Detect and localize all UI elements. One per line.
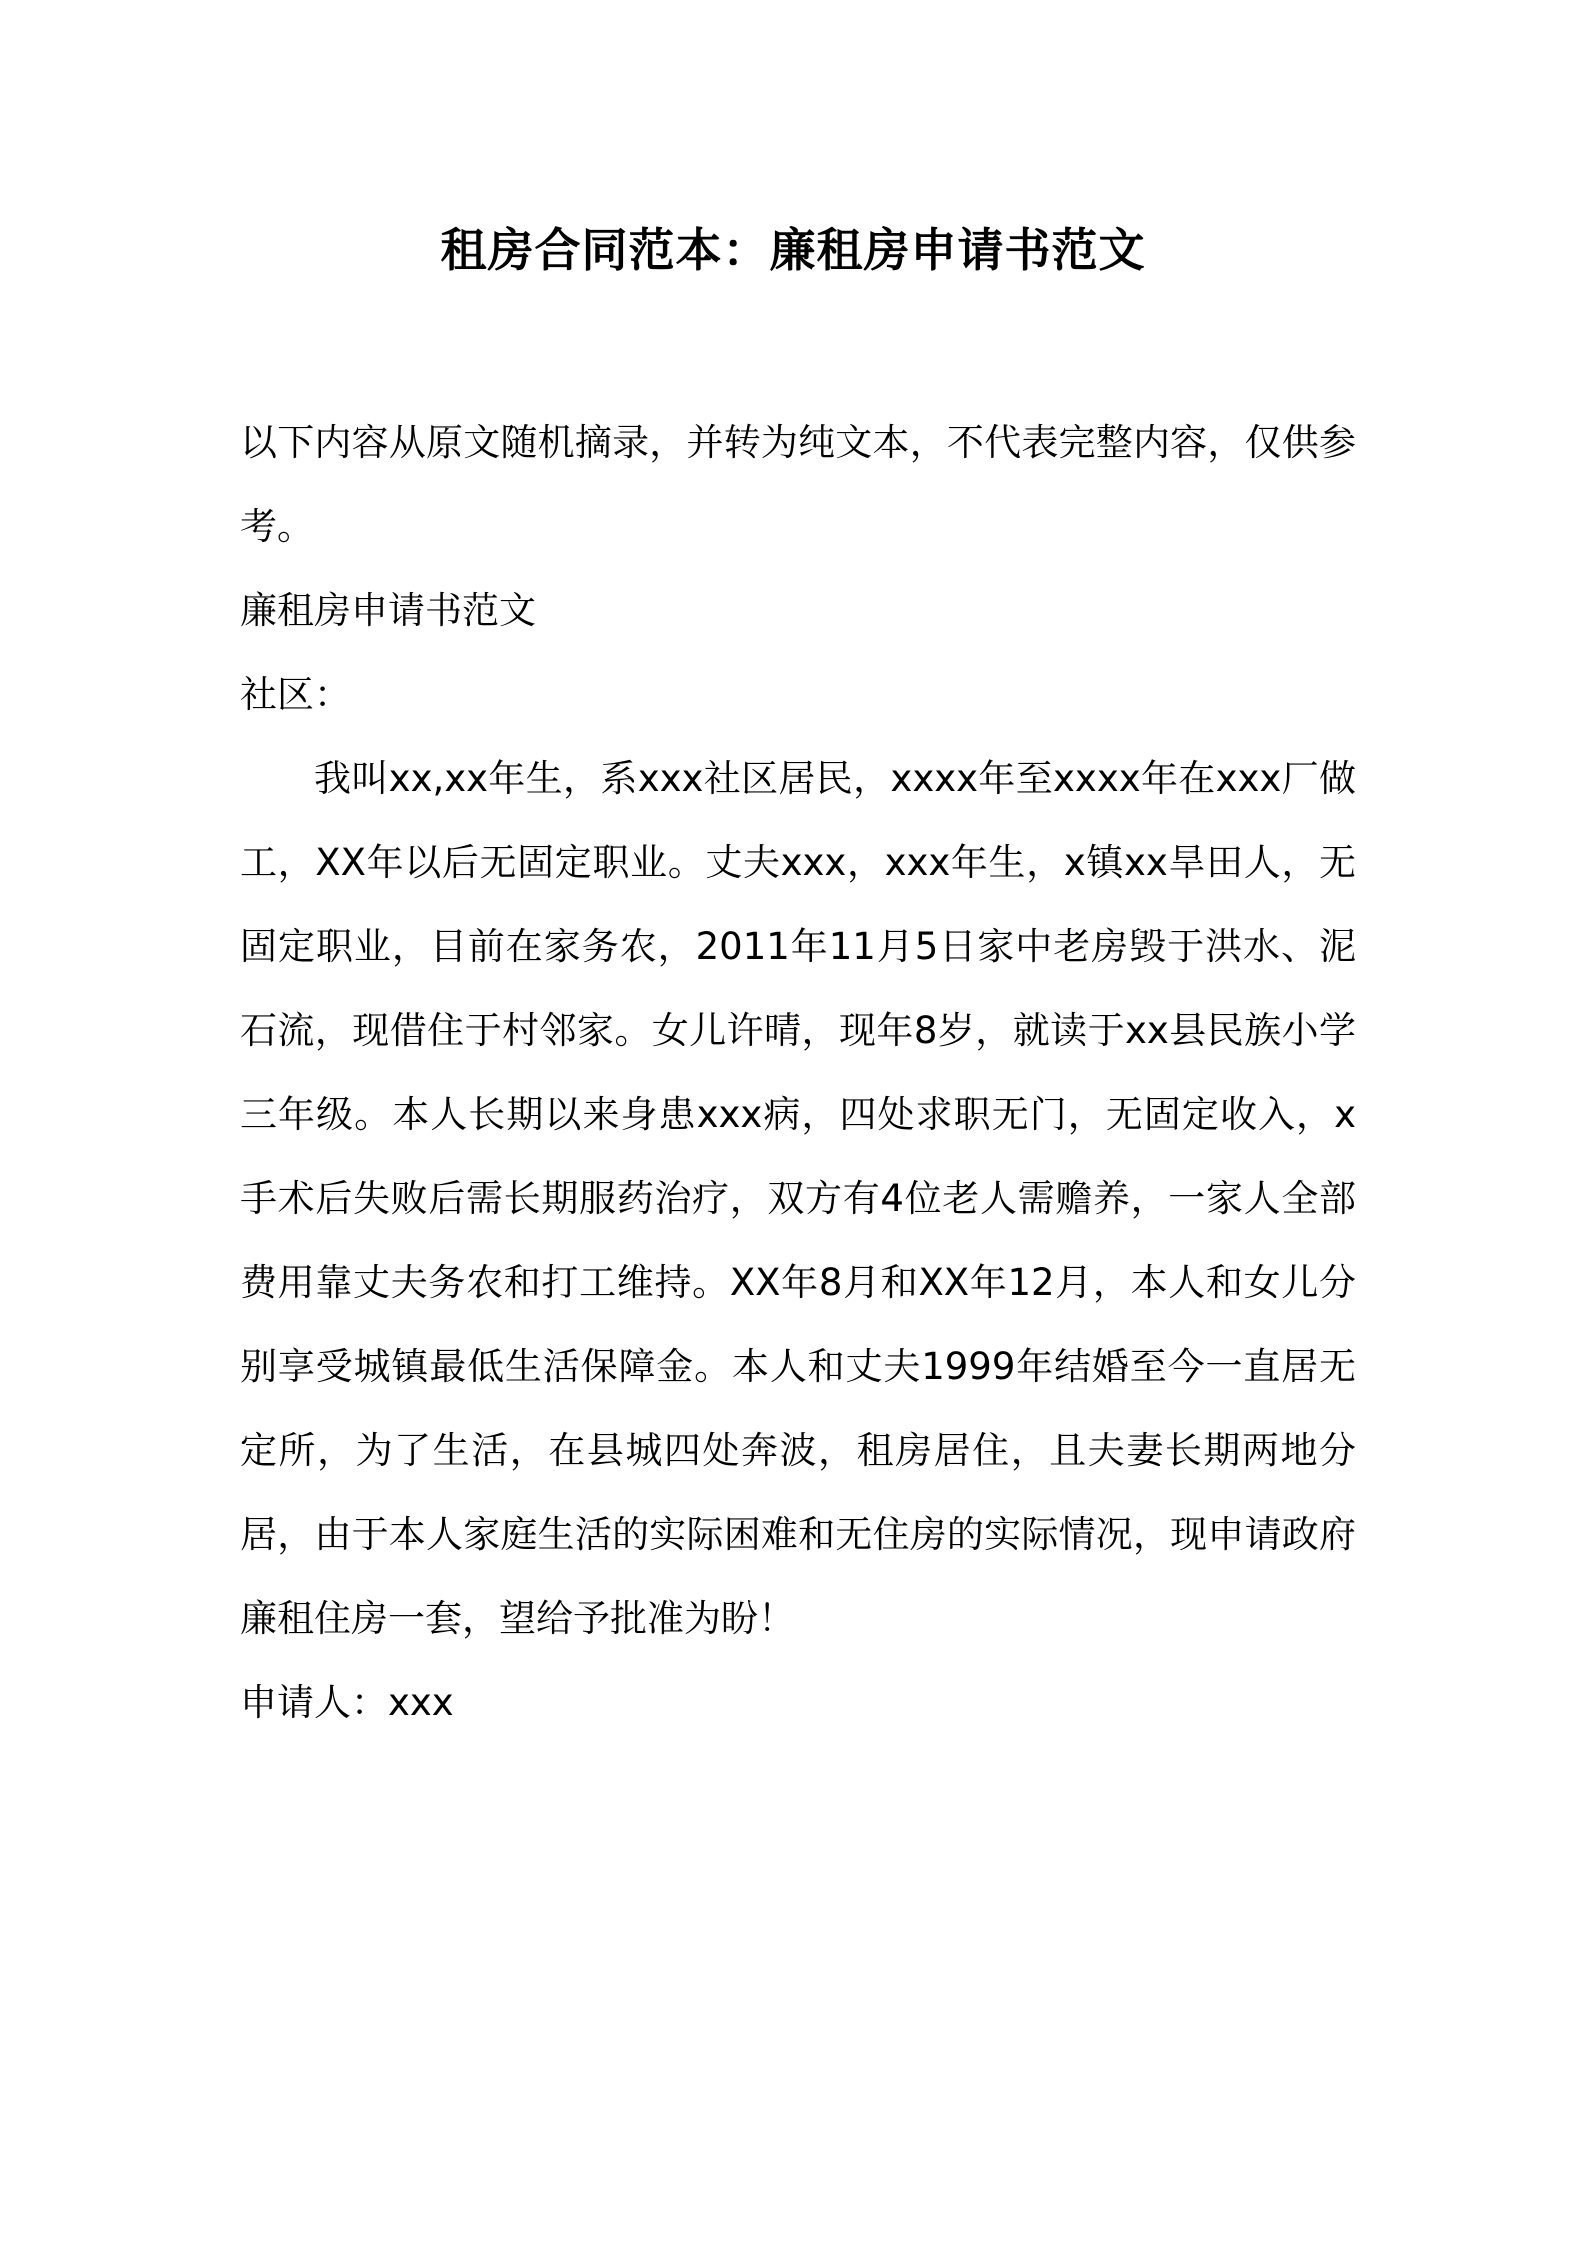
document-title: 租房合同范本：廉租房申请书范文 [440,223,1146,277]
body-paragraph: 我叫xx,xx年生，系xxx社区居民，xxxx年至xxxx年在xxx厂做工，XX年以后无固定职业。丈夫xxx，xxx年生，x镇xx旱田人，无固定职业，目前在家务农，2011年11月5日家中老房毁于洪水、泥石流，现借住于村邻家。女儿许晴，现年8岁，就读于xx县民族小学三年级。本人长期以来身患xxx病，四处求职无门，无固定收入，x手术后失败后需长期服药治疗，双方有4位老人需赡养，一家人全部费用靠丈夫务农和打工维持。XX年8月和XX年12月，本人和女儿分别享受城镇最低生活保障金。本人和丈夫1999年结婚至今一直居无定所，为了生活，在县城四处奔波，租房居住，且夫妻长期两地分居，由于本人家庭生活的实际困难和无住房的实际情况，现申请政府廉租住房一套，望给予批准为盼！ [240,757,1356,1640]
document-body [240,401,1356,1745]
salutation: 社区： [240,673,351,716]
subtitle: 廉租房申请书范文 [240,589,536,632]
intro-paragraph: 以下内容从原文随机摘录，并转为纯文本，不代表完整内容，仅供参考。 [240,421,1356,548]
signature: 申请人：xxx [240,1681,454,1724]
